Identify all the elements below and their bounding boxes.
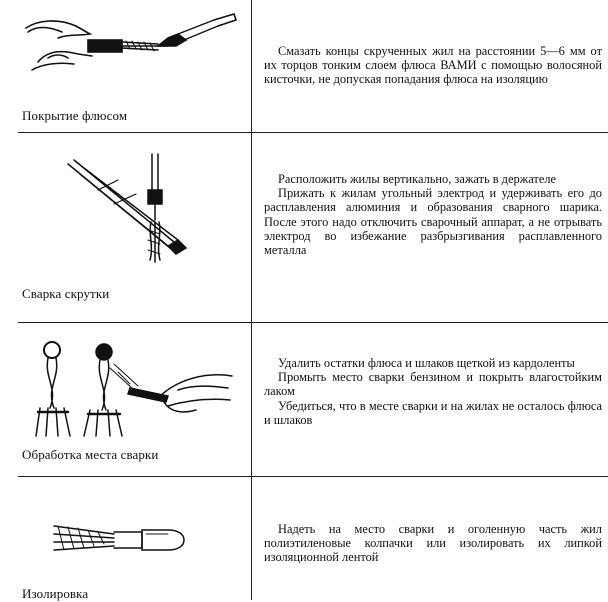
instruction-paragraph: Промыть место сварки бензином и покрыть влагостойким лаком [264,370,602,399]
instruction-paragraph: Удалить остатки флюса и шлаков щеткой из кардоленты [278,356,575,370]
step-instruction [264,522,602,565]
step-caption: Изолировка [22,586,89,601]
step-caption: Сварка скрутки [22,286,110,301]
step-row-flux [0,0,608,132]
step-row-welding [0,132,608,322]
instruction-paragraph: Надеть на место сварки и оголенную часть жил полиэтиленовые колпачки или изолировать их липкой изоляционной лентой [264,522,602,565]
step-instruction [264,44,602,87]
instruction-paragraph: Прижать к жилам угольный электрод и удерживать его до расплавления алюминия и образования сварного шарика. После этого надо отключить сварочный аппарат, а не отрывать электрод во избежание разбрызгивания расплавленного металла [264,186,602,258]
step-row-insulation [0,476,608,600]
step-caption: Обработка места сварки [22,447,159,462]
step-instruction [264,356,602,427]
hand-brush-flux-icon [18,10,248,80]
step-caption: Покрытие флюсом [22,108,128,123]
instruction-paragraph: Расположить жилы вертикально, зажать в держателе [278,172,557,186]
instruction-paragraph: Убедиться, что в месте сварки и на жилах не осталось флюса и шлаков [264,398,602,427]
brush-cleaning-weld-icon [18,338,248,442]
step-row-cleaning [0,322,608,476]
welding-holder-electrode-icon [18,150,248,280]
step-instruction [264,172,602,257]
instruction-paragraph: Смазать концы скрученных жил на расстоянии 5—6 мм от их торцов тонким слоем флюса ВАМИ с помощью волосяной кисточки, не допуская попадания флюса на изоляцию [264,44,602,87]
insulating-cap-icon [18,516,248,560]
